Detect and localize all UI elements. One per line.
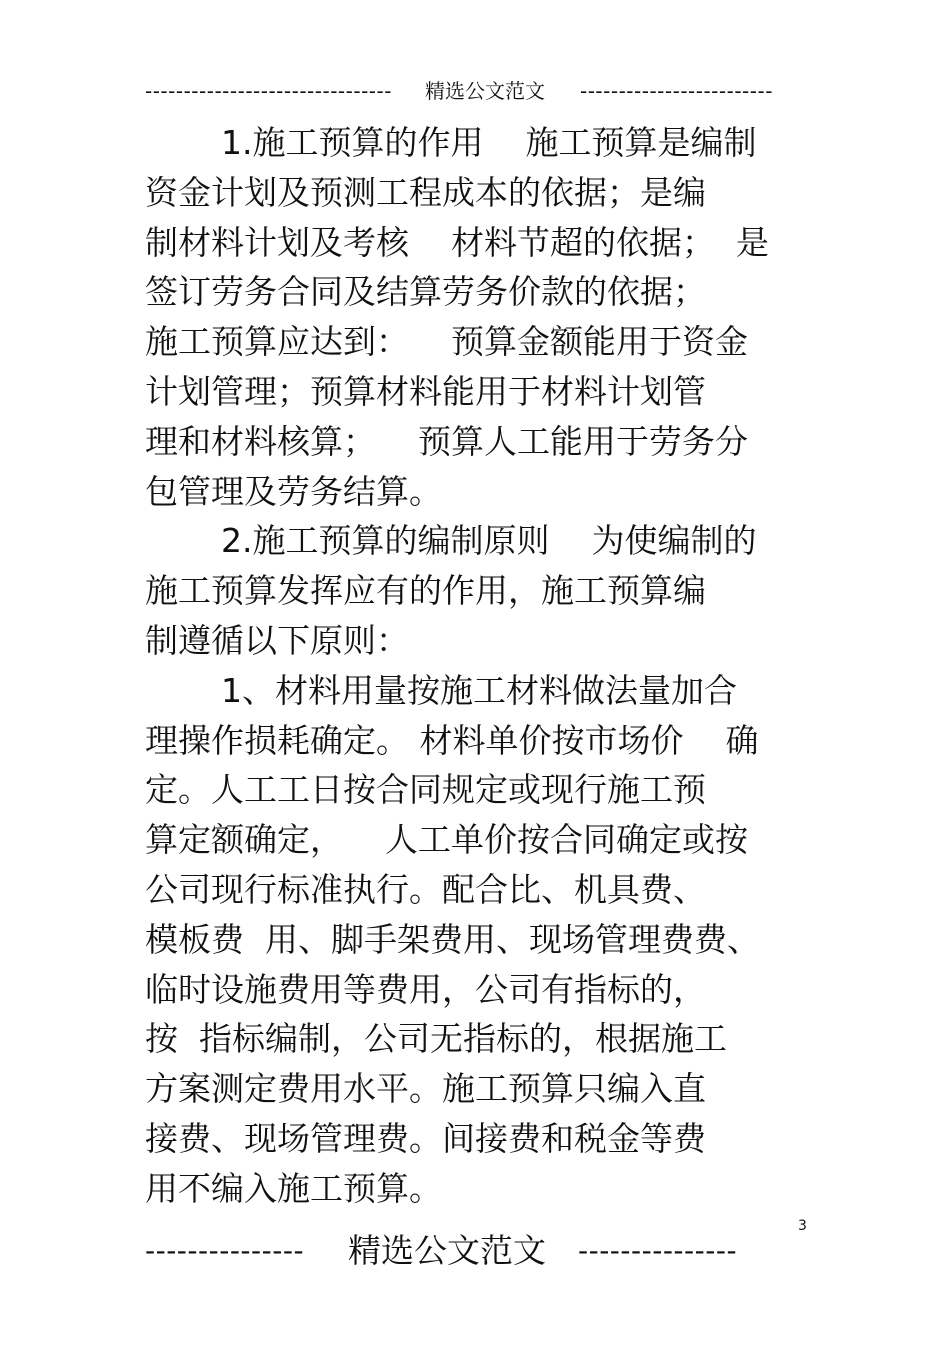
document-body	[145, 118, 815, 1214]
paragraph-line: 制遵循以下原则：	[145, 620, 409, 660]
paragraph-line: 施工预算发挥应有的作用，施工预算编	[145, 571, 706, 611]
paragraph-line: 接费、现场管理费。间接费和税金等费	[145, 1118, 706, 1158]
paragraph-line: 方案测定费用水平。施工预算只编入直	[145, 1069, 706, 1109]
footer-dashes-right: ---------------	[578, 1234, 738, 1267]
paragraph-line: 理操作损耗确定。 材料单价按市场价 确	[145, 720, 759, 760]
paragraph-line: 制材料计划及考核 材料节超的依据； 是	[145, 222, 769, 262]
paragraph-line: 1.施工预算的作用 施工预算是编制	[221, 123, 757, 162]
page-header	[145, 74, 785, 108]
header-dashes-left: --------------------------------	[145, 79, 392, 103]
paragraph-line: 公司现行标准执行。配合比、机具费、	[145, 869, 706, 909]
paragraph-line: 按 指标编制，公司无指标的，根据施工	[145, 1019, 727, 1059]
header-dashes-right: -------------------------	[580, 79, 773, 103]
paragraph-line: 1、材料用量按施工材料做法量加合	[221, 670, 737, 710]
paragraph-line: 用不编入施工预算。	[145, 1168, 442, 1208]
footer-dashes-left: ---------------	[145, 1234, 305, 1267]
paragraph-line: 2.施工预算的编制原则 为使编制的	[221, 521, 757, 561]
header-title: 精选公文范文	[425, 79, 545, 103]
paragraph-line: 算定额确定， 人工单价按合同确定或按	[145, 820, 748, 860]
paragraph-line: 资金计划及预测工程成本的依据；是编	[145, 172, 706, 212]
page-number: 3	[798, 1218, 807, 1234]
page-footer	[145, 1228, 805, 1274]
paragraph-line: 施工预算应达到： 预算金额能用于资金	[145, 322, 748, 362]
paragraph-line: 模板费 用、脚手架费用、现场管理费费、	[145, 919, 760, 959]
paragraph-line: 临时设施费用等费用，公司有指标的，	[145, 969, 706, 1009]
paragraph-line: 包管理及劳务结算。	[145, 471, 442, 511]
paragraph-line: 签订劳务合同及结算劳务价款的依据；	[145, 272, 706, 312]
footer-title: 精选公文范文	[348, 1231, 546, 1270]
paragraph-line: 计划管理；预算材料能用于材料计划管	[145, 371, 706, 411]
paragraph-line: 理和材料核算； 预算人工能用于劳务分	[145, 421, 748, 461]
paragraph-line: 定。人工工日按合同规定或现行施工预	[145, 770, 706, 810]
